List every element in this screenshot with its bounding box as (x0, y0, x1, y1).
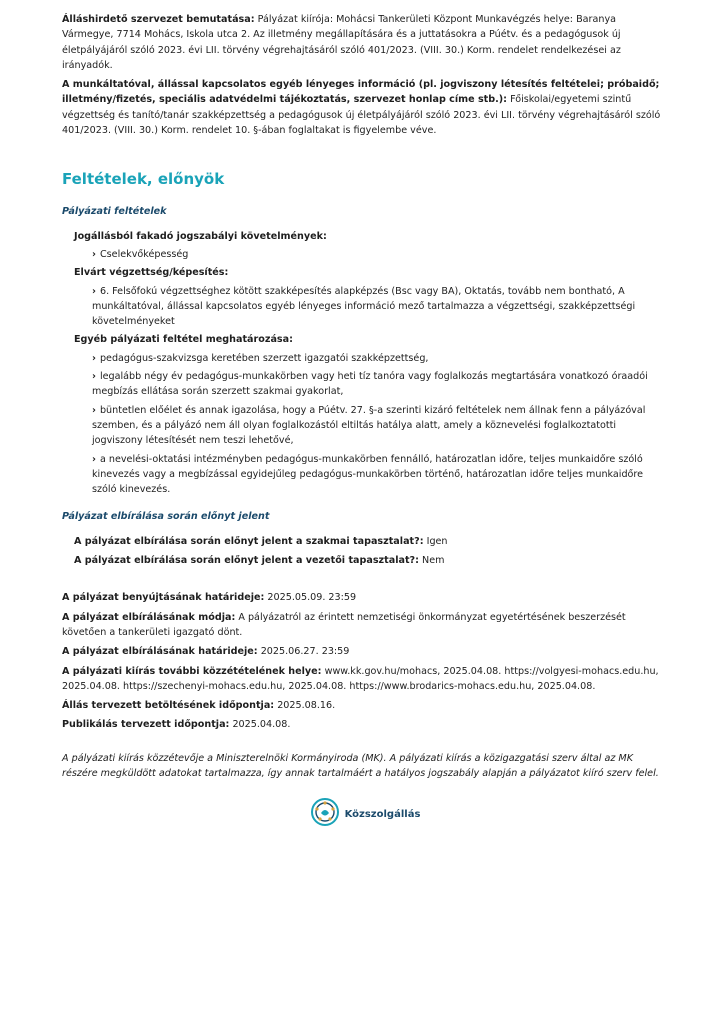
logo-container (62, 797, 668, 832)
required-qualification-label: Elvárt végzettség/képesítés: (74, 267, 229, 279)
chevron-right-icon: › (92, 285, 96, 297)
kozszolgallas-emblem-icon (310, 797, 340, 832)
advantage-leadership-experience: A pályázat elbírálása során előnyt jelent a vezetői tapasztalat?: Nem (74, 555, 445, 567)
planned-publication-date: Publikálás tervezett időpontja: 2025.04.08. (62, 719, 291, 731)
further-publication-places: A pályázati kiírás további közzétételének helye: www.kk.gov.hu/mohacs, 2025.04.08. https://volgyesi-mohacs.edu.hu, 2025.04.08. https://szechenyi-mohacs.edu.hu, 2025.04.08. https://www.brodarics-mohacs.edu.hu, 2025.04.08. (62, 665, 659, 692)
list-item: › a nevelési-oktatási intézményben pedagógus-munkakörben fennálló, határozatlan időre, teljes munkaidőre szóló kinevezés vagy a megbízással egyidejűleg pedagógus-munkakörben történő, határozatlan időre teljes munkaidőre szóló kinevezés. (92, 453, 644, 496)
advantages-list (62, 534, 668, 569)
chevron-right-icon: › (92, 371, 96, 383)
chevron-right-icon: › (92, 453, 96, 465)
employer-intro-text: Pályázat kiírója: Mohácsi Tankerületi Központ Munkavégzés helye: Baranya Vármegye, 7714 Mohács, Iskola utca 2. Az illetmény megállapítására és a juttatásokra a Púétv. és a pedagógusok új életpályájáról szóló 2023. évi LII. törvény végrehajtásáról szóló 401/2023. (VIII. 30.) Korm. rendelet rendelkezései az irányadók. (62, 14, 621, 71)
advantage-value: Nem (422, 555, 445, 567)
conditions-subtitle: Pályázati feltételek (62, 206, 167, 218)
footer-note: A pályázati kiírás közzétevője a Miniszterelnöki Kormányiroda (MK). A pályázati kiírás a közigazgatási szerv által az MK részére megküldött adatokat tartalmazza, így annak tartalmáért a hatályos jogszabály alapján a pályázatot kiíró szerv felel. (62, 752, 659, 779)
other-info-paragraph (62, 77, 668, 138)
submission-deadline: A pályázat benyújtásának határideje: 2025.05.09. 23:59 (62, 592, 357, 604)
other-info-label: A munkáltatóval, állással kapcsolatos egyéb lényeges információ (pl. jogviszony létesítés feltételei; próbaidő; illetmény/fizetés, speciális adatvédelmi tájékoztatás, szervezet honlap címe stb.): (62, 79, 660, 106)
planned-start-date: Állás tervezett betöltésének időpontja: 2025.08.16. (62, 700, 336, 712)
evaluation-method: A pályázat elbírálásának módja: A pályázatról az érintett nemzetiségi önkormányzat egyetértésének beszerzését követően a tankerületi igazgató dönt. (62, 611, 626, 638)
list-item: › legalább négy év pedagógus-munkakörben vagy heti tíz tanóra vagy foglalkozás megtartására vonatkozó óraadói megbízás ellátása során szerzett szakmai gyakorlat, (92, 371, 648, 398)
chevron-right-icon: › (92, 248, 96, 260)
employer-intro-label: Álláshirdető szervezet bemutatása: (62, 14, 255, 25)
list-item: › büntetlen előélet és annak igazolása, hogy a Púétv. 27. §-a szerinti kizáró feltételek nem állnak fenn a pályázóval szemben, és a pályázó nem áll olyan foglalkozástól eltiltás hatálya alatt, amely a köznevelési foglalkoztatotti jogviszony létesítését nem teszi lehetővé, (92, 404, 646, 447)
evaluation-deadline: A pályázat elbírálásának határideje: 2025.06.27. 23:59 (62, 646, 350, 658)
logo-text: Közszolgállás (344, 809, 421, 821)
advantages-subtitle: Pályázat elbírálása során előnyt jelent (62, 511, 270, 523)
document-page (62, 12, 668, 833)
list-item: › pedagógus-szakvizsga keretében szerzett igazgatói szakképzettség, (92, 352, 429, 364)
other-conditions-label: Egyéb pályázati feltétel meghatározása: (74, 334, 293, 346)
list-item: › Cselekvőképesség (92, 248, 189, 260)
section-title: Feltételek, előnyök (62, 170, 225, 189)
chevron-right-icon: › (92, 404, 96, 416)
kozszolgallas-logo (310, 797, 421, 832)
advantage-value: Igen (426, 535, 448, 547)
legal-requirements-label: Jogállásból fakadó jogszabályi követelmények: (74, 230, 327, 242)
list-item: › 6. Felsőfokú végzettséghez kötött szakképesítés alapképzés (Bsc vagy BA), Oktatás, tovább nem bontható, A munkáltatóval, állással kapcsolatos egyéb lényeges információ mező tartalmazza a végzettségi, szakképzettségi követelményeket (92, 285, 636, 328)
chevron-right-icon: › (92, 352, 96, 364)
employer-intro-paragraph (62, 12, 668, 73)
advantage-professional-experience: A pályázat elbírálása során előnyt jelent a szakmai tapasztalat?: Igen (74, 535, 448, 547)
other-info-text: Főiskolai/egyetemi szintű végzettség és tanító/tanár szakképzettség a pedagógusok új életpályájáról szóló 2023. évi LII. törvény végrehajtásáról szóló 401/2023. (VIII. 30.) Korm. rendelet 10. §-ában foglaltakat is figyelembe véve. (62, 94, 661, 137)
